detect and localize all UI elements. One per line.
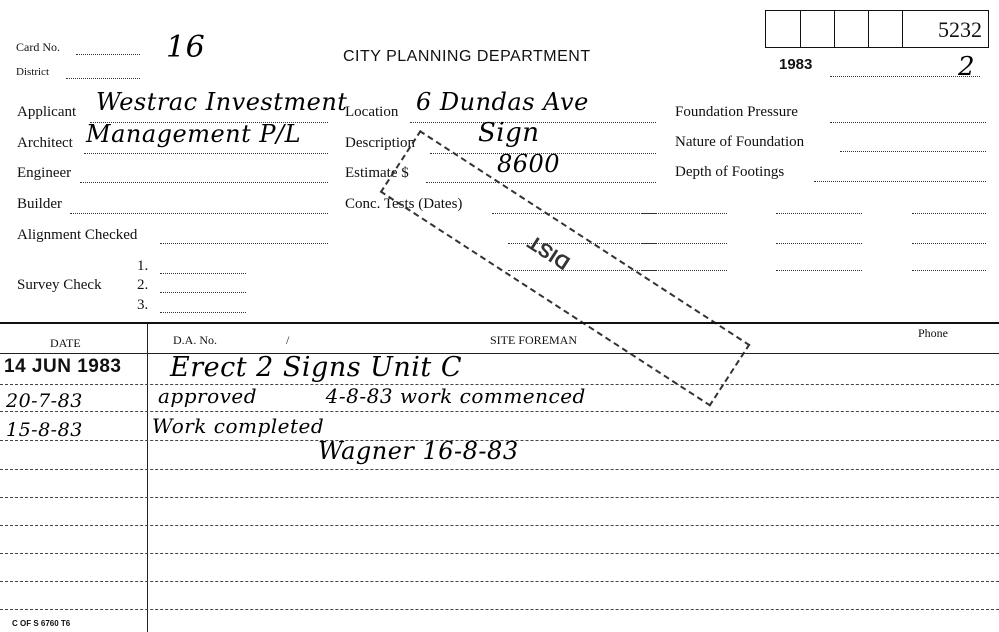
description-value: Sign <box>478 118 540 148</box>
architect-value: Management P/L <box>86 120 302 148</box>
estimate-label: Estimate $ <box>345 165 409 181</box>
log-row-line <box>0 497 999 498</box>
log-row-2-entry: approved 4-8-83 work commenced <box>158 384 586 408</box>
right-blank-line <box>912 270 986 271</box>
district-line <box>66 78 140 79</box>
log-row-3-entry: Work completed <box>152 414 325 438</box>
alignment-label: Alignment Checked <box>17 227 138 243</box>
page-title: CITY PLANNING DEPARTMENT <box>343 48 591 65</box>
form-code: C OF S 6760 T6 <box>12 619 71 628</box>
da-header: D.A. No. <box>173 333 217 347</box>
box-divider <box>902 11 903 47</box>
architect-label: Architect <box>17 135 73 151</box>
foreman-header: SITE FOREMAN <box>490 333 578 347</box>
right-blank-line <box>641 213 727 214</box>
applicant-value: Westrac Investment <box>96 88 348 116</box>
log-row-line <box>0 525 999 526</box>
log-row-line <box>0 440 999 441</box>
log-row-line <box>0 553 999 554</box>
engineer-label: Engineer <box>17 165 72 181</box>
box-divider <box>834 11 835 47</box>
right-blank-line <box>776 213 862 214</box>
foundation-pressure-line <box>830 122 986 123</box>
survey-line-3 <box>160 312 246 313</box>
depth-label: Depth of Footings <box>675 164 785 180</box>
right-blank-line <box>776 270 862 271</box>
conc-tests-label: Conc. Tests (Dates) <box>345 196 463 212</box>
log-row-1-date: 14 JUN 1983 <box>4 356 122 377</box>
date-header: DATE <box>50 336 81 350</box>
log-row-line <box>0 384 999 385</box>
year-line <box>830 76 980 77</box>
log-row-line <box>0 469 999 470</box>
applicant-label: Applicant <box>17 104 77 120</box>
box-divider <box>800 11 801 47</box>
estimate-value: 8600 <box>497 150 561 178</box>
right-blank-line <box>912 243 986 244</box>
foreman-signature: Wagner 16-8-83 <box>318 437 519 465</box>
nature-label: Nature of Foundation <box>675 134 805 150</box>
log-row-2-date: 20-7-83 <box>6 390 83 412</box>
depth-line <box>814 181 986 182</box>
district-label: District <box>16 66 49 78</box>
survey-line-1 <box>160 273 246 274</box>
survey-num-2: 2. <box>137 277 149 293</box>
location-label: Location <box>345 104 399 120</box>
foundation-pressure-label: Foundation Pressure <box>675 104 798 120</box>
description-label: Description <box>345 135 415 151</box>
card-number-boxes <box>765 10 989 48</box>
log-row-1-entry: Erect 2 Signs Unit C <box>170 352 463 383</box>
architect-line <box>84 153 328 154</box>
header-rule <box>0 353 999 354</box>
stamp-text: DIST <box>524 230 575 274</box>
right-blank-line <box>641 243 727 244</box>
box-divider <box>868 11 869 47</box>
card-no-line <box>76 54 140 55</box>
survey-label: Survey Check <box>17 277 102 293</box>
year: 1983 <box>779 56 813 73</box>
location-value: 6 Dundas Ave <box>416 88 589 116</box>
right-blank-line <box>776 243 862 244</box>
card-no-value: 16 <box>166 30 206 65</box>
log-row-line <box>0 581 999 582</box>
right-blank-line <box>912 213 986 214</box>
card-no-label: Card No. <box>16 40 60 54</box>
survey-num-1: 1. <box>137 258 149 274</box>
da-slash: / <box>286 333 290 347</box>
phone-header: Phone <box>918 326 948 340</box>
date-column-divider <box>147 324 148 632</box>
survey-num-3: 3. <box>137 297 149 313</box>
year-suffix: 2 <box>958 52 976 82</box>
builder-line <box>70 213 328 214</box>
alignment-line <box>160 243 328 244</box>
right-blank-line <box>641 270 727 271</box>
survey-line-2 <box>160 292 246 293</box>
log-row-3-date: 15-8-83 <box>6 419 83 441</box>
log-row-line <box>0 411 999 412</box>
log-row-line <box>0 609 999 610</box>
card-number: 5232 <box>938 17 982 42</box>
log-top-rule <box>0 322 999 324</box>
nature-line <box>840 151 986 152</box>
engineer-line <box>80 182 328 183</box>
builder-label: Builder <box>17 196 62 212</box>
